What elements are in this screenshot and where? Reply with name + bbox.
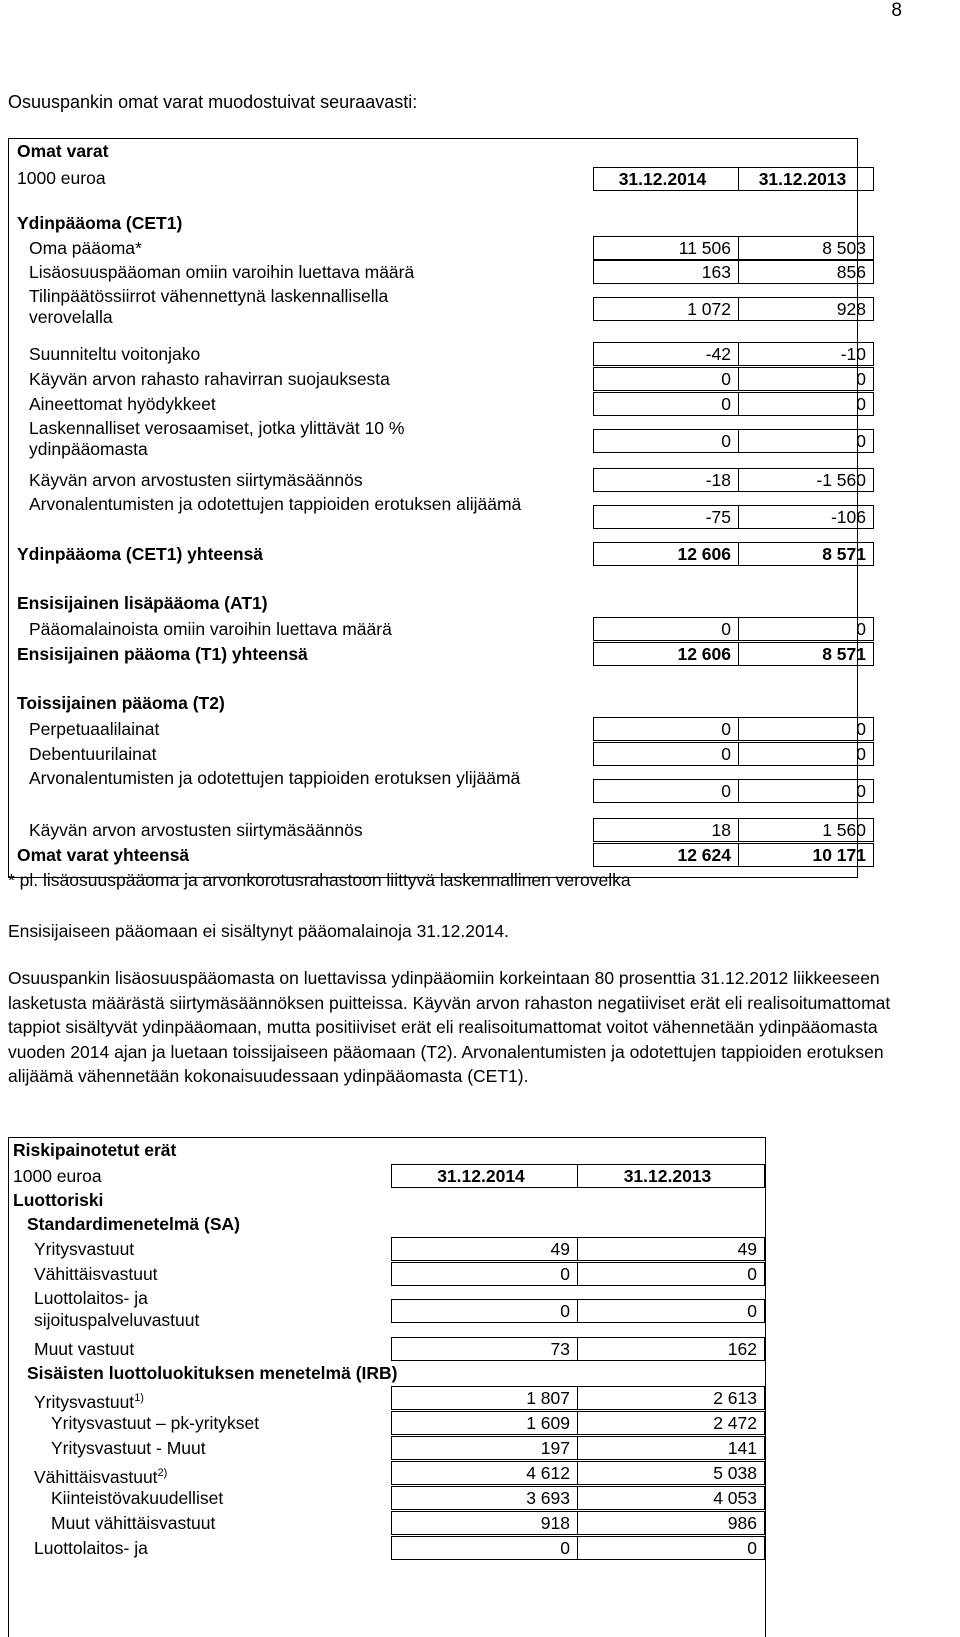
row-label: Tilinpäätössiirrot vähennettynä laskennallisella verovelalla: [29, 286, 389, 327]
table-row-total: [9, 542, 869, 566]
unit-label: 1000 euroa: [17, 168, 106, 188]
value-2013: 0: [577, 1262, 765, 1286]
value-2013: -1 560: [738, 468, 874, 492]
row-label: Ensisijainen pääoma (T1) yhteensä: [17, 644, 308, 664]
row-label: Luottolaitos- ja sijoituspalveluvastuut: [34, 1288, 200, 1330]
value-2014: 0: [391, 1299, 578, 1323]
value-2013: 986: [577, 1511, 765, 1535]
credit-risk-heading: Luottoriski: [13, 1190, 104, 1210]
row-label: Muut vähittäisvastuut: [51, 1513, 216, 1533]
table-row: [9, 468, 869, 492]
paragraph-1: Ensisijaiseen pääomaan ei sisältynyt pääomalainoja 31.12.2014.: [8, 921, 510, 941]
value-2014: 0: [593, 367, 739, 391]
value-2013: 0: [738, 779, 874, 803]
table-row: [9, 1436, 769, 1460]
row-label: Arvonalentumisten ja odotettujen tappioiden erotuksen ylijäämä: [29, 768, 521, 788]
value-2014: 18: [593, 818, 739, 842]
table-row: [9, 494, 869, 540]
value-2014: 0: [593, 617, 739, 641]
table-row: [9, 367, 869, 391]
value-2013: 8 571: [738, 642, 874, 666]
row-label: Suunniteltu voitonjako: [29, 344, 201, 364]
table-title: Riskipainotetut erät: [13, 1140, 177, 1160]
col-header-2013: 31.12.2013: [577, 1164, 765, 1188]
table-row: [9, 1461, 769, 1485]
value-2014: 0: [593, 779, 739, 803]
t2-heading: Toissijainen pääoma (T2): [17, 693, 225, 713]
value-2013: 0: [738, 617, 874, 641]
table-row: [9, 742, 869, 766]
at1-heading: Ensisijainen lisäpääoma (AT1): [17, 593, 268, 613]
row-label: Kiinteistövakuudelliset: [51, 1488, 224, 1508]
value-2014: 0: [391, 1536, 578, 1560]
row-label: Perpetuaalilainat: [29, 719, 160, 739]
value-2013: 0: [577, 1536, 765, 1560]
table-row: [9, 1511, 769, 1535]
col-header-2013: 31.12.2013: [738, 167, 874, 191]
table-row: [9, 260, 869, 284]
table-row-total: [9, 642, 869, 666]
section-heading: [9, 1212, 769, 1236]
header-row: [9, 166, 869, 190]
value-2014: 163: [593, 260, 739, 284]
row-label: Käyvän arvon arvostusten siirtymäsäännös: [29, 470, 363, 490]
row-label: Debentuurilainat: [29, 744, 157, 764]
value-2014: 918: [391, 1511, 578, 1535]
value-2013: 0: [738, 429, 874, 453]
col-header-2014: 31.12.2014: [391, 1164, 578, 1188]
value-2013: 10 171: [738, 843, 874, 867]
value-2013: 2 472: [577, 1411, 765, 1435]
unit-label: 1000 euroa: [13, 1166, 102, 1186]
row-label: Yritysvastuut: [34, 1239, 135, 1259]
row-label: Yritysvastuut - Muut: [51, 1438, 206, 1458]
row-label: Aineettomat hyödykkeet: [29, 394, 216, 414]
table-row: [9, 1411, 769, 1435]
value-2014: 0: [593, 429, 739, 453]
section-heading: [9, 1188, 769, 1212]
row-label: Pääomalainoista omiin varoihin luettava määrä: [29, 619, 392, 639]
value-2013: 4 053: [577, 1486, 765, 1510]
own-funds-table: [8, 138, 866, 878]
value-2013: 49: [577, 1237, 765, 1261]
section-heading: [9, 1361, 769, 1385]
value-2014: -18: [593, 468, 739, 492]
row-label: Vähittäisvastuut: [34, 1466, 158, 1487]
row-label: Arvonalentumisten ja odotettujen tappioiden erotuksen alijäämä: [29, 494, 522, 514]
page-number: 8: [891, 0, 902, 21]
value-2013: 8 503: [738, 236, 874, 260]
irb-heading: Sisäisten luottoluokituksen menetelmä (IRB): [27, 1363, 398, 1383]
table-row: [9, 1262, 769, 1286]
row-label: Omat varat yhteensä: [17, 845, 190, 865]
row-label: Yritysvastuut: [34, 1391, 135, 1412]
value-2014: 1 609: [391, 1411, 578, 1435]
value-2014: 12 624: [593, 843, 739, 867]
table-title: Omat varat: [17, 141, 109, 161]
value-2013: 141: [577, 1436, 765, 1460]
value-2014: 0: [391, 1262, 578, 1286]
row-label: Vähittäisvastuut: [34, 1264, 158, 1284]
row-label: Yritysvastuut – pk-yritykset: [51, 1413, 260, 1433]
table-row: [9, 818, 869, 842]
value-2013: 162: [577, 1337, 765, 1361]
row-label: Muut vastuut: [34, 1339, 135, 1359]
value-2014: 0: [593, 392, 739, 416]
table-title-row: [9, 1138, 769, 1162]
row-label: Oma pääoma*: [29, 238, 142, 258]
value-2014: 197: [391, 1436, 578, 1460]
table-row: [9, 1386, 769, 1410]
cet1-heading: Ydinpääoma (CET1): [17, 213, 183, 233]
table-row: [9, 342, 869, 366]
value-2014: 73: [391, 1337, 578, 1361]
table-row: [9, 286, 869, 332]
table-row: [9, 1337, 769, 1361]
value-2014: 3 693: [391, 1486, 578, 1510]
row-label: Käyvän arvon rahasto rahavirran suojauksesta: [29, 369, 390, 389]
value-2013: 0: [738, 392, 874, 416]
value-2014: 12 606: [593, 542, 739, 566]
table-row: [9, 1536, 769, 1560]
row-label: Ydinpääoma (CET1) yhteensä: [17, 544, 264, 564]
value-2013: 0: [738, 367, 874, 391]
table-row: [9, 717, 869, 741]
value-2013: 1 560: [738, 818, 874, 842]
row-label: Lisäosuuspääoman omiin varoihin luettava määrä: [29, 262, 415, 282]
table-title-row: [9, 139, 869, 163]
table-row-total: [9, 843, 869, 867]
value-2013: 928: [738, 297, 874, 321]
section-heading: [9, 211, 869, 235]
value-2013: 2 613: [577, 1386, 765, 1410]
value-2014: 12 606: [593, 642, 739, 666]
table-row: [9, 768, 869, 814]
value-2014: 11 506: [593, 236, 739, 260]
paragraph-2: Osuuspankin lisäosuuspääomasta on luettavissa ydinpääomiin korkeintaan 80 prosenttia 31.12.2012 liikkeeseen lasketusta määrästä siirtymäsäännöksen puitteissa. Käyvän arvon rahaston negatiiviset erät eli realisoitumattomat tappiot sisältyvät ydinpääomaan, mutta positiiviset erät eli realisoitumattomat voitot vähennetään ydinpääomasta vuoden 2014 ajan ja luetaan toissijaiseen pääomaan (T2). Arvonalentumisten ja odotettujen tappioiden erotuksen alijäämä vähennetään kokonaisuudessaan ydinpääomasta (CET1).: [8, 968, 891, 1086]
footnote: * pl. lisäosuuspääoma ja arvonkorotusrahastoon liittyvä laskennallinen verovelka: [8, 870, 631, 890]
value-2014: 1 807: [391, 1386, 578, 1410]
row-label: Käyvän arvon arvostusten siirtymäsäännös: [29, 820, 363, 840]
value-2013: 856: [738, 260, 874, 284]
sa-heading: Standardimenetelmä (SA): [27, 1214, 240, 1234]
value-2013: 8 571: [738, 542, 874, 566]
header-row: [9, 1164, 769, 1188]
table-row: [9, 1237, 769, 1261]
intro-text: Osuuspankin omat varat muodostuivat seuraavasti:: [8, 92, 418, 112]
value-2014: 49: [391, 1237, 578, 1261]
value-2013: -10: [738, 342, 874, 366]
value-2014: -75: [593, 505, 739, 529]
table-row: [9, 617, 869, 641]
value-2013: -106: [738, 505, 874, 529]
footnote-marker: 1): [134, 1392, 144, 1404]
table-row: [9, 1287, 769, 1335]
table-row: [9, 392, 869, 416]
table-row: [9, 418, 869, 464]
section-heading: [9, 591, 869, 615]
risk-weighted-table: [8, 1137, 766, 1637]
value-2013: 0: [577, 1299, 765, 1323]
value-2014: 4 612: [391, 1461, 578, 1485]
footnote-marker: 2): [157, 1467, 168, 1479]
section-heading: [9, 691, 869, 715]
value-2014: 1 072: [593, 297, 739, 321]
value-2013: 0: [738, 742, 874, 766]
value-2014: -42: [593, 342, 739, 366]
value-2014: 0: [593, 717, 739, 741]
value-2013: 5 038: [577, 1461, 765, 1485]
value-2014: 0: [593, 742, 739, 766]
row-label: Luottolaitos- ja: [34, 1538, 148, 1558]
table-row: [9, 1486, 769, 1510]
value-2013: 0: [738, 717, 874, 741]
col-header-2014: 31.12.2014: [593, 167, 739, 191]
table-row: [9, 236, 869, 260]
row-label: Laskennalliset verosaamiset, jotka ylittävät 10 % ydinpääomasta: [29, 418, 405, 459]
